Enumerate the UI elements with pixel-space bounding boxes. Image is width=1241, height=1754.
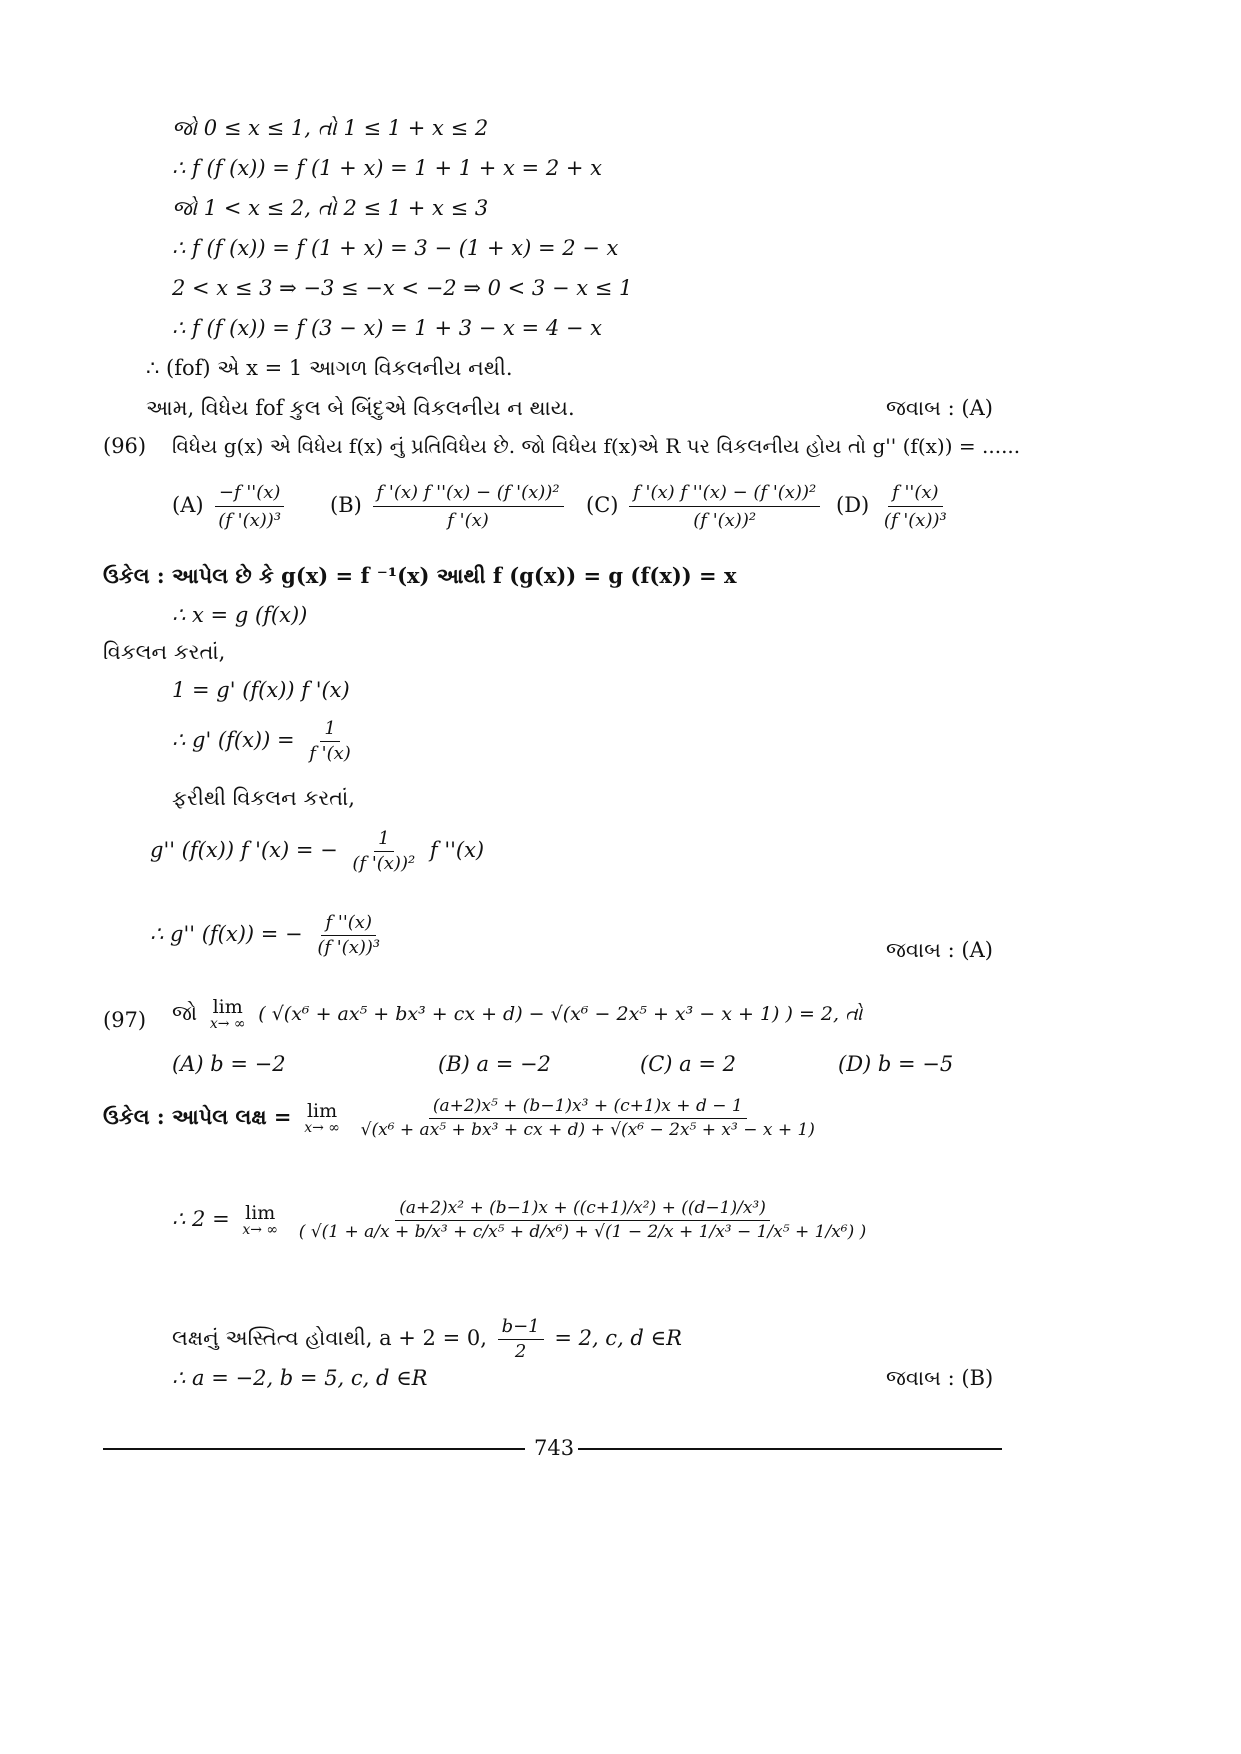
sol96-step-5: ફરીથી વિકલન કરતાં, bbox=[172, 786, 355, 810]
sol96-step-7-frac bbox=[313, 914, 384, 957]
sol96-step-6-left: g'' (f(x)) f '(x) = − bbox=[150, 838, 338, 862]
sol96-step-7-left: ∴ g'' (f(x)) = − bbox=[150, 922, 303, 946]
q96-option-b-num: f '(x) f ''(x) − (f '(x))² bbox=[373, 482, 564, 507]
q96-option-b-label: (B) bbox=[330, 493, 362, 517]
q96-option-d bbox=[836, 482, 955, 531]
q97-option-d: (D) b = −5 bbox=[838, 1052, 954, 1076]
q96-option-c-frac bbox=[629, 482, 820, 531]
sol97-lim2-top: lim bbox=[245, 1202, 276, 1224]
q96-option-d-frac bbox=[880, 482, 951, 531]
q97-lim-top: lim bbox=[212, 996, 243, 1018]
sol97-line-4: ∴ a = −2, b = 5, c, d ∈R bbox=[172, 1366, 428, 1390]
footer-rule-right bbox=[578, 1448, 1002, 1450]
q96-option-a-label: (A) bbox=[172, 493, 204, 517]
line-8: આમ, વિધેય fof કુલ બે બિંદુએ વિકલનીય ન થાય. bbox=[146, 396, 575, 420]
line-3: જો 1 < x ≤ 2, તો 2 ≤ 1 + x ≤ 3 bbox=[172, 196, 489, 220]
sol96-head: ઉકેલ : આપેલ છે કે g(x) = f ⁻¹(x) આથી f (g(x)) = g (f(x)) = x bbox=[103, 563, 737, 588]
q96-option-a-num: −f ''(x) bbox=[215, 482, 285, 507]
sol97-step-3-left: લક્ષનું અસ્તિત્વ હોવાથી, a + 2 = 0, bbox=[172, 1326, 487, 1350]
sol96-step-3: 1 = g' (f(x)) f '(x) bbox=[172, 678, 350, 702]
sol97-frac-1-num: (a+2)x⁵ + (b−1)x³ + (c+1)x + d − 1 bbox=[429, 1098, 747, 1119]
q97-number: (97) bbox=[103, 1008, 147, 1032]
sol97-limit-1 bbox=[304, 1102, 340, 1135]
q96-option-a-den: (f '(x))³ bbox=[218, 510, 282, 531]
q96-number: (96) bbox=[103, 434, 147, 458]
sol97-limit-2 bbox=[242, 1204, 278, 1237]
sol97-line-2 bbox=[172, 1200, 874, 1241]
sol97-step-2-left: ∴ 2 = bbox=[172, 1207, 230, 1231]
sol96-step-7 bbox=[150, 914, 388, 957]
sol97-line-1 bbox=[103, 1098, 823, 1139]
q96-option-b-den: f '(x) bbox=[447, 510, 489, 531]
sol97-frac-2-den: ( √(1 + a/x + b/x³ + c/x⁵ + d/x⁶) + √(1 − 2/x + 1/x³ − 1/x⁵ + 1/x⁶) ) bbox=[298, 1222, 867, 1242]
footer-rule-left bbox=[103, 1448, 525, 1450]
sol97-step-3-right: = 2, c, d ∈R bbox=[554, 1326, 682, 1350]
line-4: ∴ f (f (x)) = f (1 + x) = 3 − (1 + x) = 2 − x bbox=[172, 236, 619, 260]
q96-option-c bbox=[586, 482, 824, 531]
q96-option-d-label: (D) bbox=[836, 493, 870, 517]
q96-option-d-num: f ''(x) bbox=[888, 482, 942, 507]
sol96-step-6 bbox=[150, 830, 484, 873]
answer-96: જવાબ : (A) bbox=[886, 938, 993, 962]
q96-text: વિધેય g(x) એ વિધેય f(x) નું પ્રતિવિધેય છે. જો વિધેય f(x)એ R પર વિકલનીય હોય તો g'' (f(x)) = ...... bbox=[172, 434, 1021, 458]
sol96-step-6-den: (f '(x))² bbox=[352, 853, 416, 874]
line-7: ∴ (fof) એ x = 1 આગળ વિકલનીય નથી. bbox=[146, 356, 513, 380]
q96-option-b bbox=[330, 482, 568, 531]
line-6: ∴ f (f (x)) = f (3 − x) = 1 + 3 − x = 4 − x bbox=[172, 316, 602, 340]
sol96-step-4-num: 1 bbox=[320, 720, 339, 742]
sol96-step-6-num: 1 bbox=[374, 830, 393, 852]
sol97-lim-top: lim bbox=[306, 1100, 338, 1122]
q97-option-a: (A) b = −2 bbox=[172, 1052, 286, 1076]
line-1: જો 0 ≤ x ≤ 1, તો 1 ≤ 1 + x ≤ 2 bbox=[172, 116, 489, 140]
sol96-step-4-left: ∴ g' (f(x)) = bbox=[172, 728, 295, 752]
q97-lim-bot: x→ ∞ bbox=[209, 1016, 246, 1032]
sol96-step-4-den: f '(x) bbox=[309, 743, 351, 764]
q97-statement bbox=[172, 998, 862, 1031]
sol96-step-1: ∴ x = g (f(x)) bbox=[172, 603, 308, 627]
sol97-frac-2 bbox=[295, 1200, 870, 1241]
sol96-step-2: વિકલન કરતાં, bbox=[103, 640, 226, 664]
q97-limit bbox=[210, 998, 246, 1031]
q96-option-a-frac bbox=[214, 482, 285, 531]
sol97-frac-2-num: (a+2)x² + (b−1)x + ((c+1)/x²) + ((d−1)/x³) bbox=[395, 1200, 770, 1221]
q97-option-b: (B) a = −2 bbox=[438, 1052, 551, 1076]
sol97-lim2-bot: x→ ∞ bbox=[242, 1222, 279, 1238]
q96-option-c-label: (C) bbox=[586, 493, 619, 517]
sol97-step-3-num: b−1 bbox=[498, 1318, 544, 1340]
sol96-step-4-frac bbox=[305, 720, 355, 763]
sol97-step-3-frac bbox=[498, 1318, 544, 1361]
sol97-frac-1-den: √(x⁶ + ax⁵ + bx³ + cx + d) + √(x⁶ − 2x⁵ + x³ − x + 1) bbox=[360, 1120, 815, 1140]
sol97-line-3 bbox=[172, 1318, 682, 1361]
q96-option-a bbox=[172, 482, 289, 531]
sol96-step-7-num: f ''(x) bbox=[321, 914, 375, 936]
sol97-lim-bot: x→ ∞ bbox=[304, 1120, 340, 1136]
q97-expression: ( √(x⁶ + ax⁵ + bx³ + cx + d) − √(x⁶ − 2x⁵ + x³ − x + 1) ) = 2, તો bbox=[258, 1003, 863, 1025]
sol96-step-4 bbox=[172, 720, 359, 763]
sol96-step-6-frac bbox=[348, 830, 419, 873]
page-number: 743 bbox=[534, 1436, 575, 1460]
sol97-head: ઉકેલ : આપેલ લક્ષ = bbox=[103, 1104, 292, 1129]
answer-95: જવાબ : (A) bbox=[886, 396, 993, 420]
answer-97: જવાબ : (B) bbox=[886, 1366, 994, 1390]
q97-prefix: જો bbox=[172, 1001, 198, 1025]
line-5: 2 < x ≤ 3 ⇒ −3 ≤ −x < −2 ⇒ 0 < 3 − x ≤ 1 bbox=[172, 276, 633, 300]
q97-option-c: (C) a = 2 bbox=[640, 1052, 736, 1076]
q96-option-d-den: (f '(x))³ bbox=[883, 510, 947, 531]
q96-option-b-frac bbox=[373, 482, 564, 531]
sol96-step-6-right: f ''(x) bbox=[429, 838, 485, 862]
sol97-frac-1 bbox=[357, 1098, 819, 1139]
q96-option-c-num: f '(x) f ''(x) − (f '(x))² bbox=[629, 482, 820, 507]
q96-option-c-den: (f '(x))² bbox=[693, 510, 757, 531]
sol97-step-3-den: 2 bbox=[514, 1341, 527, 1362]
line-2: ∴ f (f (x)) = f (1 + x) = 1 + 1 + x = 2 + x bbox=[172, 156, 602, 180]
sol96-step-7-den: (f '(x))³ bbox=[317, 937, 381, 958]
